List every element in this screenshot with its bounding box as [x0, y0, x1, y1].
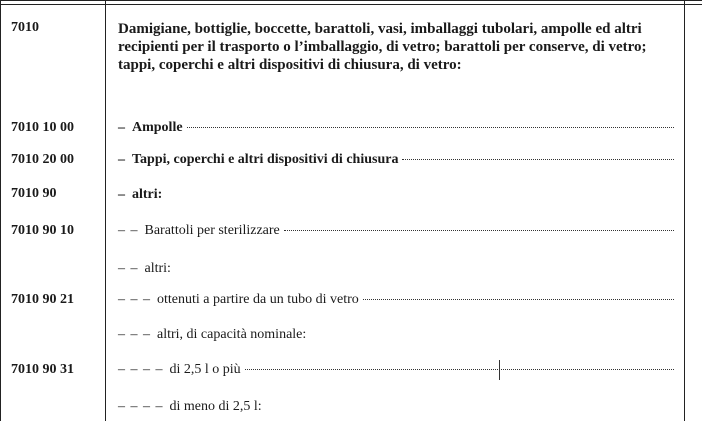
cn-code: 7010 90 31 [11, 362, 74, 377]
text-cursor [499, 360, 500, 380]
table-left-border [0, 0, 1, 421]
row-description: – – – – di 2,5 l o più [118, 362, 241, 377]
heading-description: Damigiane, bottiglie, boccette, barattoli, vasi, imballaggi tubolari, ampolle ed altri recipienti per il trasporto o l’imballaggio, di vetro; barattoli per conserve, di vetro; tappi, coperchi e altri dispositivi di chiusura, di vetro: [118, 21, 647, 73]
cn-code: 7010 20 00 [11, 152, 74, 167]
dot-leader [245, 369, 674, 370]
cn-code: 7010 90 10 [11, 223, 74, 238]
column-divider [105, 0, 106, 421]
row-description: – Tappi, coperchi e altri dispositivi di chiusura [118, 152, 399, 167]
header-separator [0, 4, 702, 5]
dot-leader [187, 127, 674, 128]
table-right-border [684, 0, 685, 421]
row-description: – – altri: [118, 261, 171, 276]
cn-code: 7010 90 21 [11, 292, 74, 307]
dot-leader [402, 159, 674, 160]
row-description: – – – ottenuti a partire da un tubo di vetro [118, 292, 359, 307]
cn-code: 7010 90 [11, 186, 57, 201]
row-description: – Ampolle [118, 120, 183, 135]
row-description: – altri: [118, 187, 163, 202]
cn-code: 7010 [11, 20, 39, 35]
cn-code: 7010 10 00 [11, 120, 74, 135]
dot-leader [363, 299, 674, 300]
row-description: – – – altri, di capacità nominale: [118, 327, 307, 342]
row-description: – – Barattoli per sterilizzare [118, 223, 280, 238]
dot-leader [284, 230, 674, 231]
row-description: – – – – di meno di 2,5 l: [118, 399, 262, 414]
